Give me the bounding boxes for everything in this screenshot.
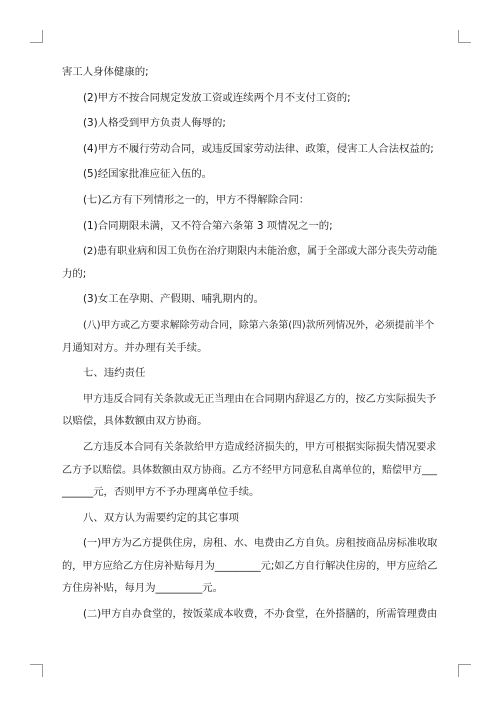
section-heading: 八、双方认为需要约定的其它事项 [83, 511, 239, 524]
paragraph-line: (3)人格受到甲方负责人侮辱的; [83, 117, 226, 130]
paragraph-line: (一)甲方为乙方提供住房，房租、水、电费由乙方自负。房租按商品房标准收取 [83, 538, 438, 550]
paragraph-line: 害工人身体健康的; [62, 66, 149, 78]
paragraph-line: (1)合同期限未满，又不符合第六条第 3 项情况之一的; [83, 219, 333, 232]
paragraph-line: 方住房补贴，每月为_________元。 [62, 582, 224, 595]
crop-mark-top-left [30, 30, 43, 43]
section-heading: 七、违约责任 [83, 367, 146, 380]
paragraph-line: (2)患有职业病和因工负伤在治疗期限内未能治愈，属于全部或大部分丧失劳动能 [83, 246, 438, 258]
paragraph-line: 的，甲方应给乙方住房补贴每月为_________元;如乙方自行解决住房的，甲方应给乙 [62, 560, 438, 572]
paragraph-line: ______元，否则甲方不予办理离单位手续。 [62, 486, 260, 499]
paragraph-line: (3)女工在孕期、产假期、哺乳期内的。 [83, 293, 264, 306]
paragraph-line: 力的; [62, 267, 87, 280]
paragraph-line: (2)甲方不按合同规定发放工资或连续两个月不支付工资的; [83, 91, 351, 104]
document-body [62, 66, 438, 621]
paragraph-line: 以赔偿，具体数额由双方协商。 [62, 415, 208, 428]
paragraph-line: 乙方违反本合同有关条款给甲方造成经济损失的，甲方可根据实际损失情况要求 [83, 441, 437, 453]
paragraph-line: 甲方违反合同有关条款或无正当理由在合同期内辞退乙方的，按乙方实际损失予 [83, 393, 437, 405]
crop-mark-bottom-left [30, 664, 43, 677]
paragraph-line: (七)乙方有下列情形之一的，甲方不得解除合同： [83, 193, 310, 206]
paragraph-line: (5)经国家批准应征入伍的。 [83, 168, 213, 181]
paragraph-line: 乙方予以赔偿。具体数额由双方协商。乙方不经甲方同意私自离单位的，赔偿甲方___ [62, 464, 437, 476]
crop-mark-top-right [458, 30, 471, 43]
paragraph-line: (4)甲方不履行劳动合同，或违反国家劳动法律、政策，侵害工人合法权益的; [83, 142, 434, 155]
crop-mark-bottom-right [458, 664, 471, 677]
paragraph-line: (二)甲方自办食堂的，按饭菜成本收费，不办食堂，在外搭膳的，所需管理费由 [83, 609, 438, 621]
paragraph-line: (八)甲方或乙方要求解除劳动合同，除第六条第(四)款所列情况外，必须提前半个 [83, 319, 435, 331]
paragraph-line: 月通知对方。并办理有关手续。 [62, 341, 208, 354]
